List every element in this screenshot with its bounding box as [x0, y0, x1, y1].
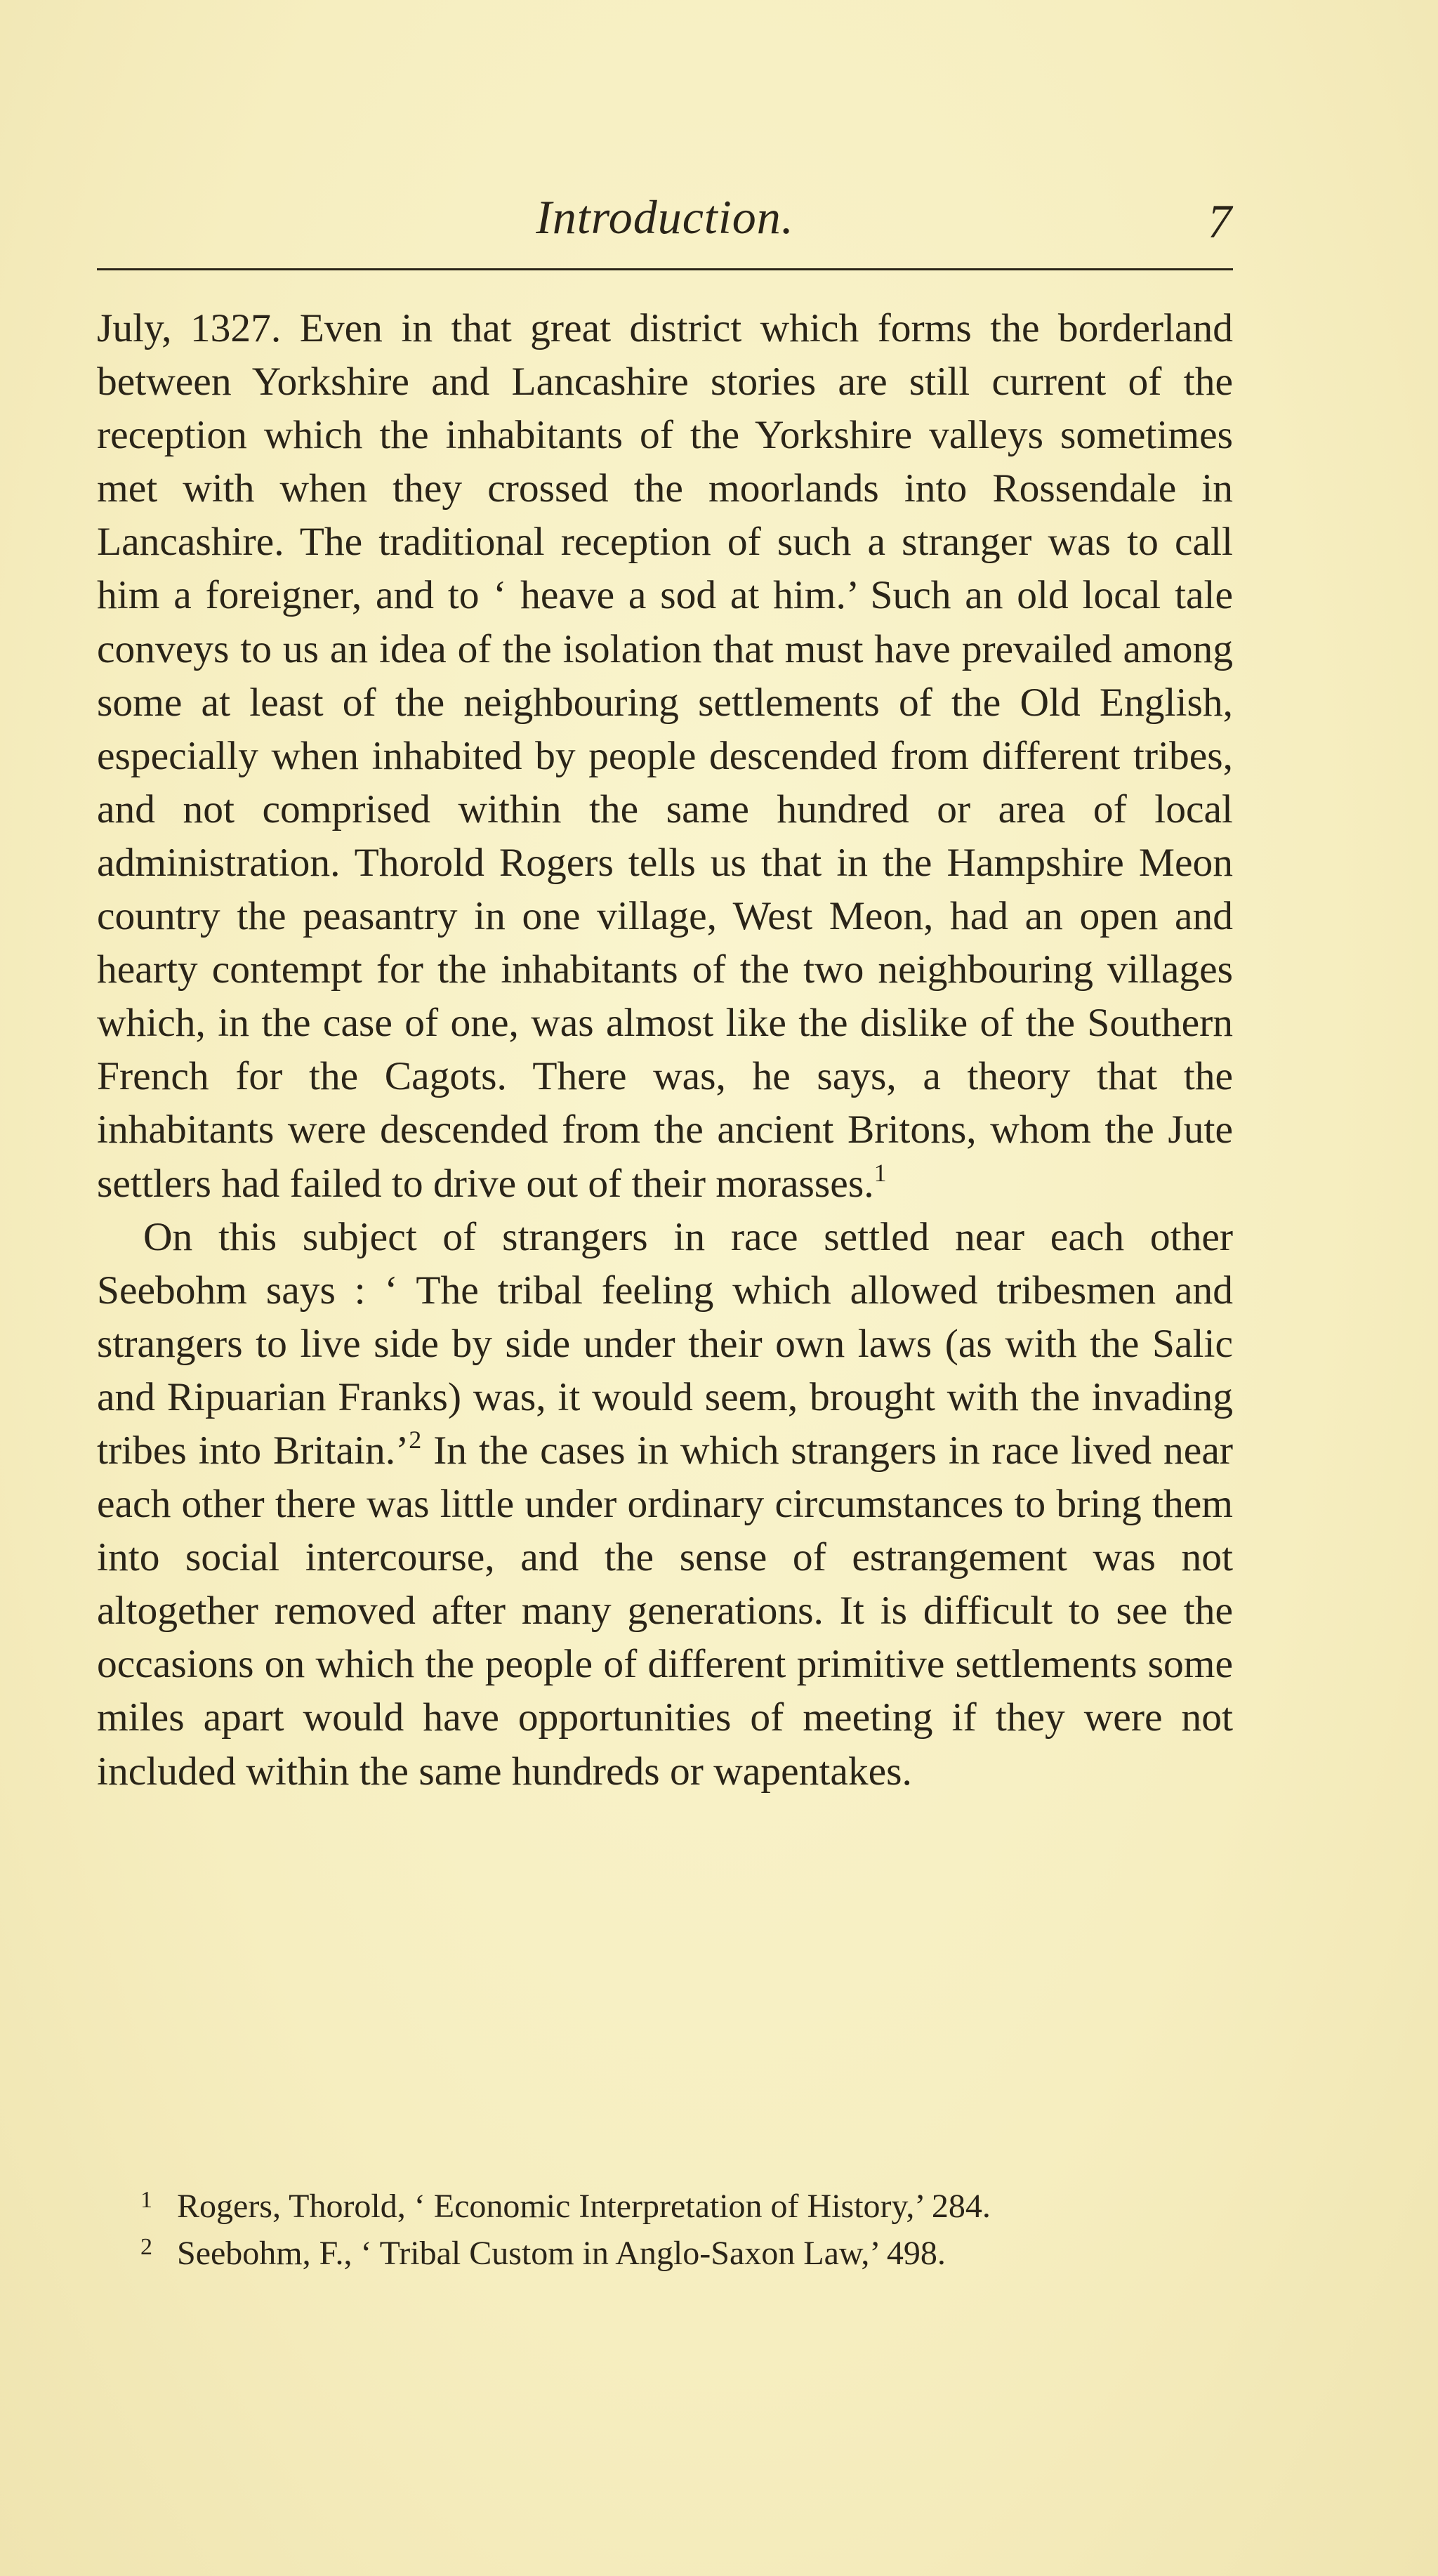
page-number: 7 — [1208, 195, 1232, 248]
footnote-ref: 1 — [873, 1158, 887, 1187]
book-page — [97, 0, 1233, 2576]
paragraph — [97, 302, 1233, 1211]
footnote — [140, 2180, 1233, 2227]
footnote — [140, 2227, 1233, 2274]
footnote-mark: 1 — [140, 2187, 152, 2213]
footnote-mark: 2 — [140, 2234, 152, 2260]
page-header — [97, 184, 1233, 261]
footnote-text: Rogers, Thorold, ‘ Economic Interpretation of History,’ 284. — [177, 2188, 991, 2225]
paragraph-text: July, 1327. Even in that great district which forms the borderland between Yorkshire and Lancashire stories are still current of the reception which the inhabitants of the Yorkshire valleys sometimes met with when they crossed the moorlands into Rossendale in Lancashire. The traditional reception of such a stranger was to call him a foreigner, and to ‘ heave a sod at him.’ Such an old local tale conveys to us an idea of the isolation that must have prevailed among some at least of the neighbouring settlements of the Old English, especially when inhabited by people descended from different tribes, and not comprised within the same hundred or area of local administration. Thorold Rogers tells us that in the Hampshire Meon country the peasantry in one village, West Meon, had an open and hearty contempt for the inhabitants of the two neighbouring villages which, in the case of one, was almost like the dislike of the Southern French for the Cagots. There was, he says, a theory that the inhabitants were descended from the ancient Britons, whom the Jute settlers had failed to drive out of their morasses. — [97, 306, 1233, 1206]
paragraph — [97, 1211, 1233, 1799]
footnote-ref: 2 — [409, 1425, 422, 1454]
footnotes — [140, 2180, 1233, 2274]
paragraph-text: On this subject of strangers in race settled near each other Seebohm says : ‘ The tribal feeling which allowed tribesmen and strangers to live side by side under their own laws (as with the Salic and Ripuarian Franks) was, it would seem, brought with the invading tribes into Britain.’ — [97, 1214, 1233, 1473]
paragraph-text: In the cases in which strangers in race lived near each other there was little under ordinary circumstances to bring them into social intercourse, and the sense of estrangement was not altogether removed after many generations. It is difficult to see the occasions on which the people of different primitive settlements some miles apart would have opportunities of meeting if they were not included within the same hundreds or wapentakes. — [97, 1428, 1234, 1794]
running-title: Introduction. — [536, 190, 794, 244]
body-text — [97, 302, 1233, 1799]
header-rule — [97, 268, 1233, 270]
footnote-text: Seebohm, F., ‘ Tribal Custom in Anglo-Saxon Law,’ 498. — [177, 2235, 946, 2272]
